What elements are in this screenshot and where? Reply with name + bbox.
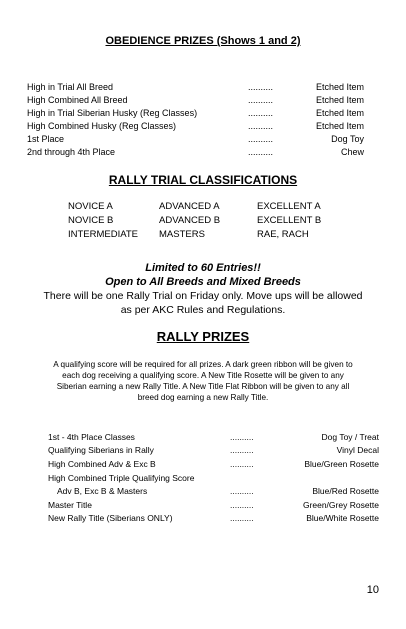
prize-value: Green/Grey Rosette (302, 500, 379, 510)
classification-item: RAE, RACH (257, 229, 309, 240)
prize-label: Adv B, Exc B & Masters (57, 486, 148, 496)
prize-value: Etched Item (315, 82, 364, 92)
classification-item: ADVANCED B (159, 215, 221, 226)
prize-label: 2nd through 4th Place (27, 147, 116, 157)
paragraph-line: Siberian earning a new Rally Title. A New Title Flat Ribbon will be given to any all (56, 382, 350, 391)
leader-dots: .......... (230, 459, 254, 469)
leader-dots: .......... (230, 486, 254, 496)
prize-label: 1st - 4th Place Classes (48, 432, 135, 442)
prize-label: High Combined Triple Qualifying Score (48, 473, 195, 483)
leader-dots: .......... (248, 95, 274, 105)
prize-value: Dog Toy / Treat (321, 432, 379, 442)
entry-limit-notice: Limited to 60 Entries!! (145, 262, 261, 274)
prize-label: High Combined All Breed (27, 95, 128, 105)
prize-value: Vinyl Decal (336, 445, 379, 455)
leader-dots: .......... (248, 134, 274, 144)
obedience-prizes-heading: OBEDIENCE PRIZES (Shows 1 and 2) (105, 35, 301, 47)
rally-trial-info: There will be one Rally Trial on Friday only. Move ups will be allowed (43, 290, 363, 302)
classification-item: INTERMEDIATE (68, 229, 139, 240)
prize-label: High in Trial All Breed (27, 82, 114, 92)
rally-rules-info: as per AKC Rules and Regulations. (120, 304, 286, 316)
prize-value: Etched Item (315, 108, 364, 118)
prize-label: Qualifying Siberians in Rally (48, 445, 154, 455)
leader-dots: .......... (230, 432, 254, 442)
prize-value: Dog Toy (331, 134, 364, 144)
prize-value: Blue/Green Rosette (304, 459, 379, 469)
prize-label: New Rally Title (Siberians ONLY) (48, 513, 173, 523)
classification-item: NOVICE A (68, 201, 113, 212)
leader-dots: .......... (248, 108, 274, 118)
rally-prizes-heading: RALLY PRIZES (156, 329, 250, 344)
classification-item: ADVANCED A (159, 201, 220, 212)
page-number: 10 (366, 584, 379, 596)
prize-value: Blue/White Rosette (306, 513, 379, 523)
open-breeds-notice: Open to All Breeds and Mixed Breeds (105, 276, 301, 288)
prize-value: Etched Item (315, 95, 364, 105)
prize-label: High in Trial Siberian Husky (Reg Classes) (27, 108, 198, 118)
classification-item: NOVICE B (68, 215, 114, 226)
classification-item: MASTERS (159, 229, 205, 240)
leader-dots: .......... (248, 121, 274, 131)
prize-value: Etched Item (315, 121, 364, 131)
leader-dots: .......... (230, 445, 254, 455)
classification-item: EXCELLENT B (257, 215, 322, 226)
paragraph-line: breed dog earning a new Rally Title. (137, 393, 269, 402)
prize-label: High Combined Adv & Exc B (48, 459, 156, 469)
paragraph-line: A qualifying score will be required for all prizes. A dark green ribbon will be given to (53, 360, 353, 369)
rally-classifications-heading: RALLY TRIAL CLASSIFICATIONS (108, 173, 298, 187)
leader-dots: .......... (248, 147, 274, 157)
leader-dots: .......... (248, 82, 274, 92)
classification-item: EXCELLENT A (257, 201, 321, 212)
paragraph-line: each dog receiving a qualifying score. A New Title Rosette will be given to any (62, 371, 344, 380)
leader-dots: .......... (230, 513, 254, 523)
prize-label: High Combined Husky (Reg Classes) (27, 121, 177, 131)
prize-value: Blue/Red Rosette (312, 486, 379, 496)
prize-label: 1st Place (27, 134, 65, 144)
prize-label: Master Title (48, 500, 92, 510)
prize-value: Chew (340, 147, 364, 157)
leader-dots: .......... (230, 500, 254, 510)
